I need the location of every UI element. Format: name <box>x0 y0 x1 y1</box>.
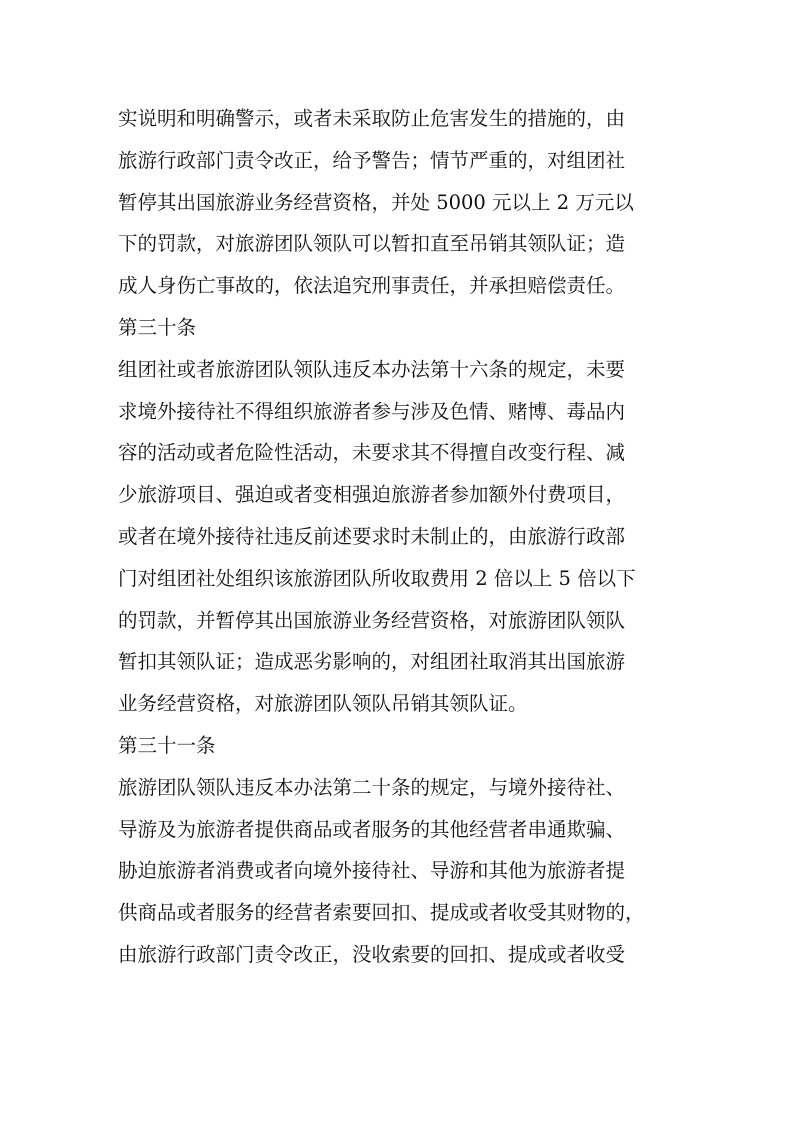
article-heading: 第三十条 <box>118 315 197 339</box>
text-line: 门对组团社处组织该旅游团队所收取费用 2 倍以上 5 倍以下 <box>118 566 636 590</box>
text-line: 成人身伤亡事故的，依法追究刑事责任，并承担赔偿责任。 <box>118 274 626 298</box>
text-line: 胁迫旅游者消费或者向境外接待社、导游和其他为旅游者提 <box>118 859 626 883</box>
text-line: 容的活动或者危险性活动，未要求其不得擅自改变行程、减 <box>118 441 626 465</box>
text-line: 下的罚款，对旅游团队领队可以暂扣直至吊销其领队证；造 <box>118 232 626 256</box>
text-line: 求境外接待社不得组织旅游者参与涉及色情、赌博、毒品内 <box>118 399 626 423</box>
text-line: 或者在境外接待社违反前述要求时未制止的，由旅游行政部 <box>118 524 626 548</box>
text-line: 实说明和明确警示，或者未采取防止危害发生的措施的，由 <box>118 107 626 130</box>
text-line: 少旅游项目、强迫或者变相强迫旅游者参加额外付费项目， <box>118 483 626 507</box>
text-line: 组团社或者旅游团队领队违反本办法第十六条的规定，未要 <box>118 357 626 381</box>
text-line: 的罚款，并暂停其出国旅游业务经营资格，对旅游团队领队 <box>118 608 626 632</box>
article-heading: 第三十一条 <box>118 733 216 757</box>
text-line: 由旅游行政部门责令改正，没收索要的回扣、提成或者收受 <box>118 942 626 966</box>
text-line: 旅游行政部门责令改正，给予警告；情节严重的，对组团社 <box>118 148 626 172</box>
document-body <box>118 98 688 976</box>
text-line: 旅游团队领队违反本办法第二十条的规定，与境外接待社、 <box>118 775 626 799</box>
text-line: 导游及为旅游者提供商品或者服务的其他经营者串通欺骗、 <box>118 817 626 841</box>
text-line: 暂停其出国旅游业务经营资格，并处 5000 元以上 2 万元以 <box>118 190 634 214</box>
text-line: 暂扣其领队证；造成恶劣影响的，对组团社取消其出国旅游 <box>118 650 626 674</box>
text-line: 业务经营资格，对旅游团队领队吊销其领队证。 <box>118 692 528 716</box>
text-line: 供商品或者服务的经营者索要回扣、提成或者收受其财物的， <box>118 901 645 925</box>
